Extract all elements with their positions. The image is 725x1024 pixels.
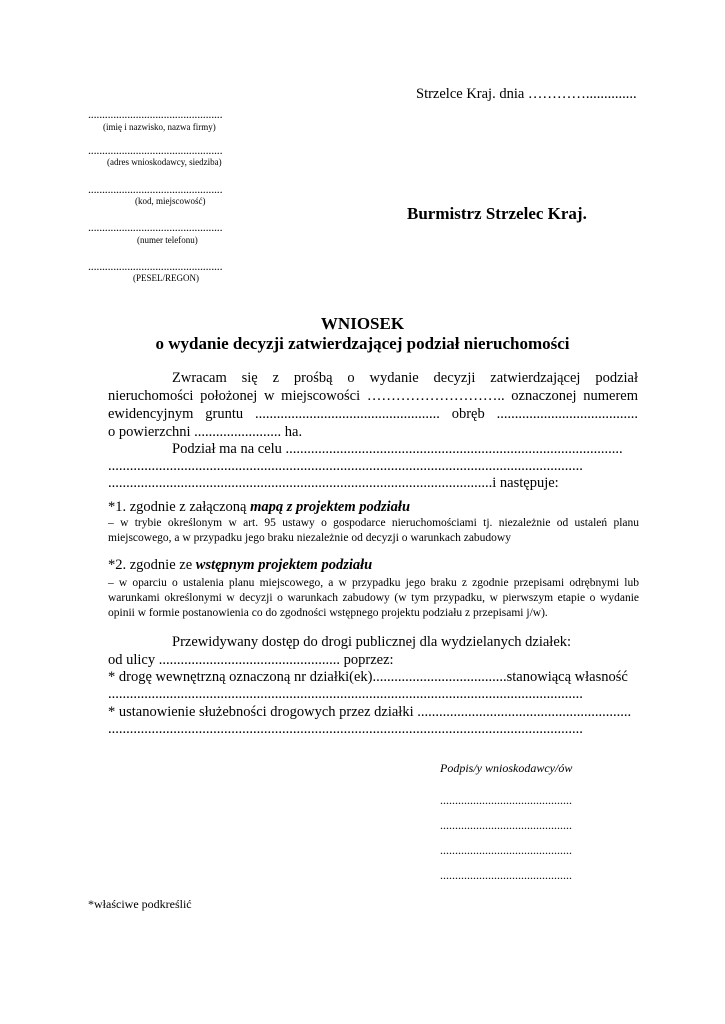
- request-line-4: o powierzchni ........................ ha.: [108, 424, 303, 440]
- address-field-dots: ................................................: [88, 143, 223, 157]
- request-line-3: ewidencyjnym gruntu ................................................... obręb .......................................: [108, 406, 638, 422]
- option-2-note: – w oparciu o ustalenia planu miejscowego, a w przypadku jego braku z zgodnie przepisami odrębnymi lub warunkami określonymi w decyzji o warunkach zabudowy (w tym przypadku, w pierwszym etapie o wydanie opinii w formie postanowienia co do zgodności wstępnego projektu podziału z przepisami j/w).: [108, 577, 639, 619]
- option-1-note: – w trybie określonym w art. 95 ustawy o gospodarce nieruchomościami tj. niezależnie od ustaleń planu miejscowego, a w przypadku jego braku niezależnie od decyzji o warunkach zabudowy: [108, 517, 639, 544]
- access-line-6: ...................................................................................................................................: [108, 721, 583, 737]
- access-line-5: * ustanowienie służebności drogowych przez działki ...........................................................: [108, 704, 632, 720]
- request-line-1: Zwracam się z prośbą o wydanie decyzji zatwierdzającej podział: [172, 370, 638, 386]
- address-field-caption: (adres wnioskodawcy, siedziba): [107, 157, 222, 167]
- name-field-caption: (imię i nazwisko, nazwa firmy): [103, 122, 216, 132]
- place-date-line: Strzelce Kraj. dnia …………..............: [416, 86, 637, 102]
- name-field-dots: ................................................: [88, 107, 223, 121]
- access-line-2: od ulicy .................................................. poprzez:: [108, 652, 394, 668]
- access-line-4: ...................................................................................................................................: [108, 686, 583, 702]
- access-line-1: Przewidywany dostęp do drogi publicznej dla wydzielanych działek:: [172, 634, 572, 650]
- document-title: WNIOSEK: [320, 314, 405, 333]
- signature-line-2: ............................................: [440, 818, 572, 832]
- option-1: *1. zgodnie z załączoną mapą z projektem podziału: [108, 499, 411, 515]
- signature-line-4: ............................................: [440, 868, 572, 882]
- phone-field-caption: (numer telefonu): [137, 235, 198, 245]
- pesel-field-caption: (PESEL/REGON): [133, 273, 199, 283]
- signature-label: Podpis/y wnioskodawcy/ów: [440, 761, 573, 775]
- postal-field-caption: (kod, miejscowość): [135, 196, 206, 206]
- option-2: *2. zgodnie ze wstępnym projektem podziału: [108, 557, 373, 573]
- postal-field-dots: ................................................: [88, 182, 223, 196]
- recipient: Burmistrz Strzelec Kraj.: [407, 204, 587, 223]
- access-line-3: * drogę wewnętrzną oznaczoną nr działki(ek).....................................stanowiącą własność: [108, 669, 628, 685]
- purpose-line-1: Podział ma na celu .............................................................................................: [172, 441, 623, 457]
- request-line-2: nieruchomości położonej w miejscowości ……………………….. oznaczonej numerem: [108, 388, 638, 404]
- footnote: *właściwe podkreślić: [88, 897, 192, 911]
- pesel-field-dots: ................................................: [88, 259, 223, 273]
- phone-field-dots: ................................................: [88, 220, 223, 234]
- purpose-line-3: ..........................................................................................................i następuje:: [108, 475, 559, 491]
- signature-line-3: ............................................: [440, 843, 572, 857]
- signature-line-1: ............................................: [440, 793, 572, 807]
- purpose-line-2: ...................................................................................................................................: [108, 458, 583, 474]
- document-subtitle: o wydanie decyzji zatwierdzającej podział nieruchomości: [155, 334, 570, 353]
